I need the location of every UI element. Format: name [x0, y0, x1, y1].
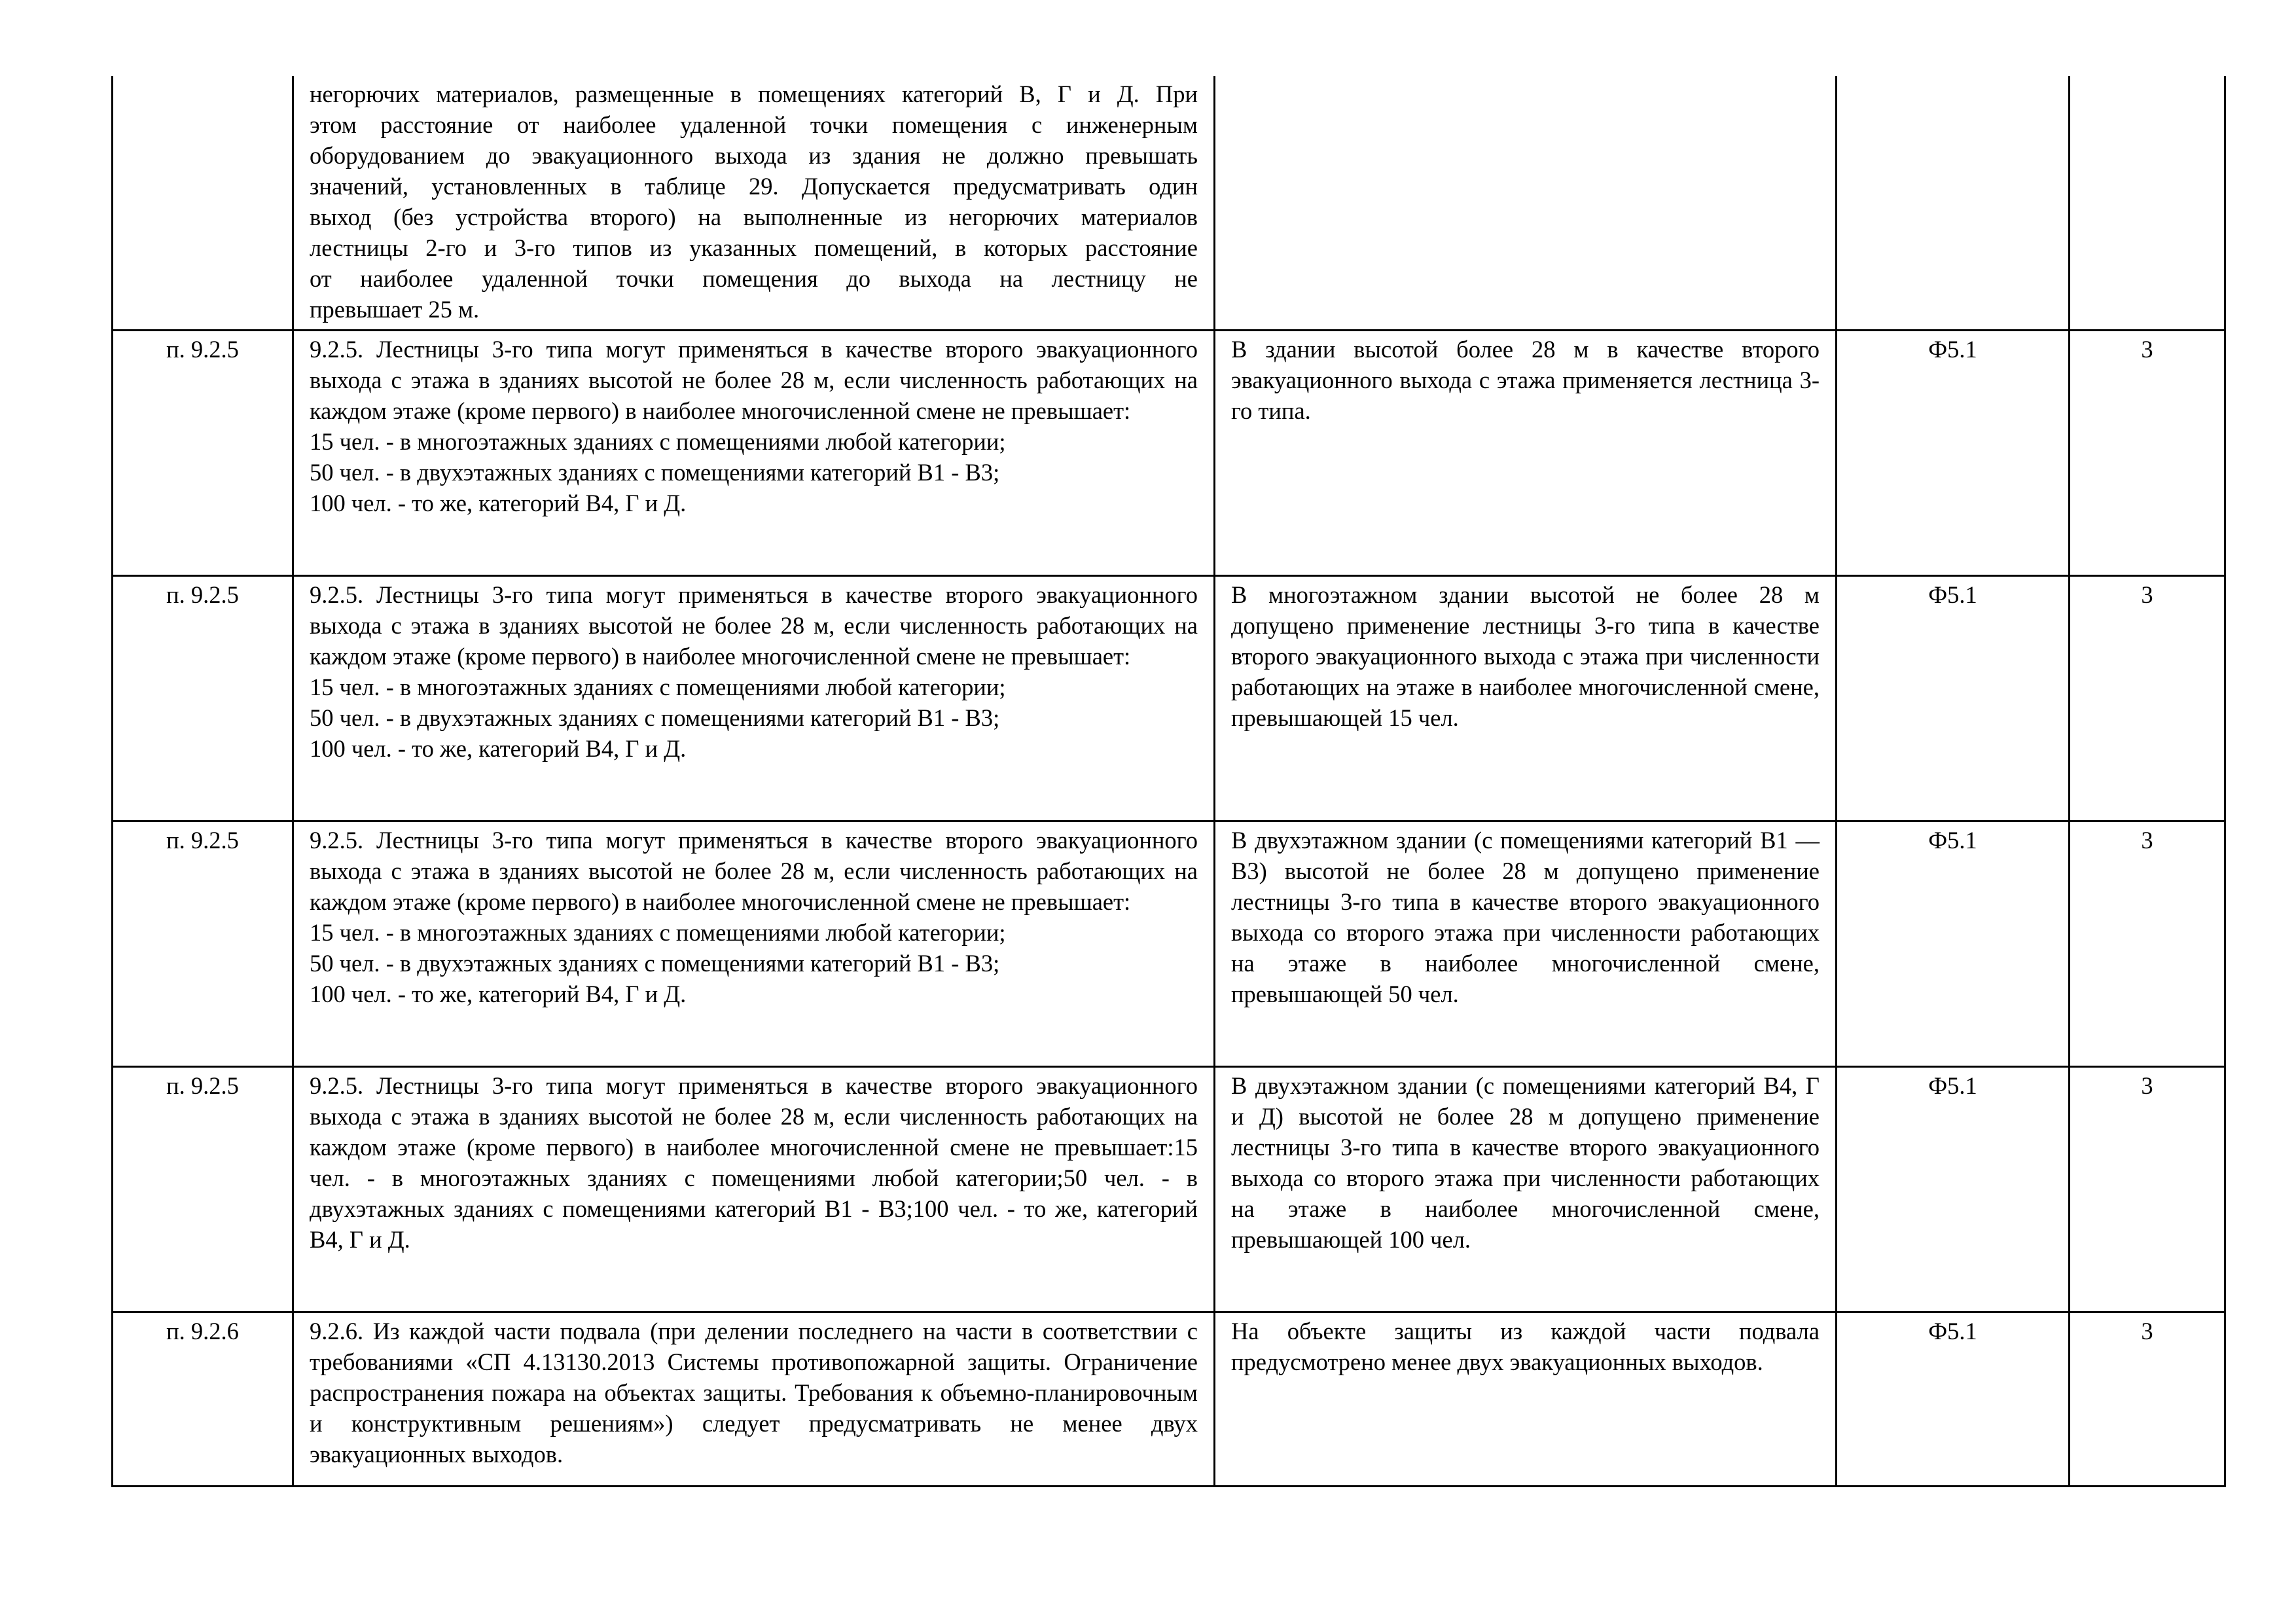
requirement-cell — [293, 330, 1215, 575]
requirement-line: лестницы 2-го и 3-го типов из указанных помещений, в которых расстояние — [310, 234, 1198, 261]
requirement-cell: 9.2.5. Лестницы 3-го типа могут применяться в качестве второго эвакуационного выхода с этажа в зданиях высотой не более 28 м, если численность работающих на каждом этаже (кроме первого) в наиболее многочисленной смене не превышает:15 чел. - в многоэтажных зданиях с помещениями любой категории;50 чел. - в двухэтажных зданиях с помещениями категорий В1 - В3;100 чел. - то же, категорий В4, Г и Д. — [293, 1066, 1215, 1312]
ref-cell: п. 9.2.5 — [113, 821, 293, 1066]
requirement-text: 9.2.5. Лестницы 3-го типа могут применяться в качестве второго эвакуационного выхода с этажа в зданиях высотой не более 28 м, если численность работающих на каждом этаже (кроме первого) в наиболее многочисленной смене не превышает: — [310, 826, 1198, 915]
class-cell: Ф5.1 — [1837, 1066, 2070, 1312]
number-cell: 3 — [2070, 330, 2225, 575]
ref-cell — [113, 76, 293, 330]
requirement-list-item: 50 чел. - в двухэтажных зданиях с помещениями категорий В1 - В3; — [310, 704, 1000, 731]
ref-cell: п. 9.2.5 — [113, 1066, 293, 1312]
number-cell: 3 — [2070, 1066, 2225, 1312]
table-row — [113, 1312, 2225, 1486]
requirement-list-item: 50 чел. - в двухэтажных зданиях с помещениями категорий В1 - В3; — [310, 458, 1000, 486]
table-row — [113, 330, 2225, 575]
class-cell: Ф5.1 — [1837, 1312, 2070, 1486]
table-row — [113, 76, 2225, 330]
requirements-table — [111, 76, 2226, 1487]
requirement-cell — [293, 575, 1215, 821]
requirement-line: превышает 25 м. — [310, 296, 480, 323]
requirement-line: оборудованием до эвакуационного выхода из здания не должно превышать — [310, 142, 1198, 169]
requirement-line: от наиболее удаленной точки помещения до выхода на лестницу не — [310, 265, 1198, 292]
table-row — [113, 1066, 2225, 1312]
requirement-list-item: 50 чел. - в двухэтажных зданиях с помещениями категорий В1 - В3; — [310, 949, 1000, 977]
requirement-line: негорючих материалов, размещенные в помещениях категорий В, Г и Д. При — [310, 81, 1198, 107]
class-cell: Ф5.1 — [1837, 330, 2070, 575]
requirement-list-item: 15 чел. - в многоэтажных зданиях с помещениями любой категории; — [310, 673, 1006, 700]
ref-cell: п. 9.2.5 — [113, 330, 293, 575]
violation-cell: В здании высотой более 28 м в качестве второго эвакуационного выхода с этажа применяется лестница 3-го типа. — [1215, 330, 1837, 575]
number-cell: 3 — [2070, 1312, 2225, 1486]
table-row — [113, 575, 2225, 821]
requirement-cell: 9.2.6. Из каждой части подвала (при делении последнего на части в соответствии с требованиями «СП 4.13130.2013 Системы противопожарной защиты. Ограничение распространения пожара на объектах защиты. Требования к объемно-планировочным и конструктивным решениям») следует предусматривать не менее двух эвакуационных выходов. — [293, 1312, 1215, 1486]
violation-cell: В двухэтажном здании (с помещениями категорий В1 — В3) высотой не более 28 м допущено применение лестницы 3-го типа в качестве второго эвакуационного выхода со второго этажа при численности работающих на этаже в наиболее многочисленной смене, превышающей 50 чел. — [1215, 821, 1837, 1066]
violation-cell: На объекте защиты из каждой части подвала предусмотрено менее двух эвакуационных выходов. — [1215, 1312, 1837, 1486]
requirement-line: выход (без устройства второго) на выполненные из негорючих материалов — [310, 204, 1198, 230]
violation-cell: В многоэтажном здании высотой не более 28 м допущено применение лестницы 3-го типа в качестве второго эвакуационного выхода с этажа при численности работающих на этаже в наиболее многочисленной смене, превышающей 15 чел. — [1215, 575, 1837, 821]
class-cell: Ф5.1 — [1837, 575, 2070, 821]
requirement-list-item: 100 чел. - то же, категорий В4, Г и Д. — [310, 734, 687, 762]
requirement-list-item: 100 чел. - то же, категорий В4, Г и Д. — [310, 980, 687, 1007]
ref-cell: п. 9.2.6 — [113, 1312, 293, 1486]
requirement-line: значений, установленных в таблице 29. Допускается предусматривать один — [310, 173, 1198, 200]
class-cell: Ф5.1 — [1837, 821, 2070, 1066]
requirement-cell — [293, 821, 1215, 1066]
number-cell: 3 — [2070, 821, 2225, 1066]
requirement-line: этом расстояние от наиболее удаленной точки помещения с инженерным — [310, 111, 1198, 138]
requirement-list-item: 15 чел. - в многоэтажных зданиях с помещениями любой категории; — [310, 918, 1006, 946]
requirement-text: 9.2.5. Лестницы 3-го типа могут применяться в качестве второго эвакуационного выхода с этажа в зданиях высотой не более 28 м, если численность работающих на каждом этаже (кроме первого) в наиболее многочисленной смене не превышает: — [310, 335, 1198, 424]
requirement-cell — [293, 76, 1215, 330]
number-cell — [2070, 76, 2225, 330]
ref-cell: п. 9.2.5 — [113, 575, 293, 821]
table-row — [113, 821, 2225, 1066]
number-cell: 3 — [2070, 575, 2225, 821]
requirement-list-item: 15 чел. - в многоэтажных зданиях с помещениями любой категории; — [310, 427, 1006, 455]
requirement-list-item: 100 чел. - то же, категорий В4, Г и Д. — [310, 489, 687, 516]
requirement-text: 9.2.5. Лестницы 3-го типа могут применяться в качестве второго эвакуационного выхода с этажа в зданиях высотой не более 28 м, если численность работающих на каждом этаже (кроме первого) в наиболее многочисленной смене не превышает: — [310, 581, 1198, 670]
class-cell — [1837, 76, 2070, 330]
violation-cell — [1215, 76, 1837, 330]
violation-cell: В двухэтажном здании (с помещениями категорий В4, Г и Д) высотой не более 28 м допущено применение лестницы 3-го типа в качестве второго эвакуационного выхода со второго этажа при численности работающих на этаже в наиболее многочисленной смене, превышающей 100 чел. — [1215, 1066, 1837, 1312]
